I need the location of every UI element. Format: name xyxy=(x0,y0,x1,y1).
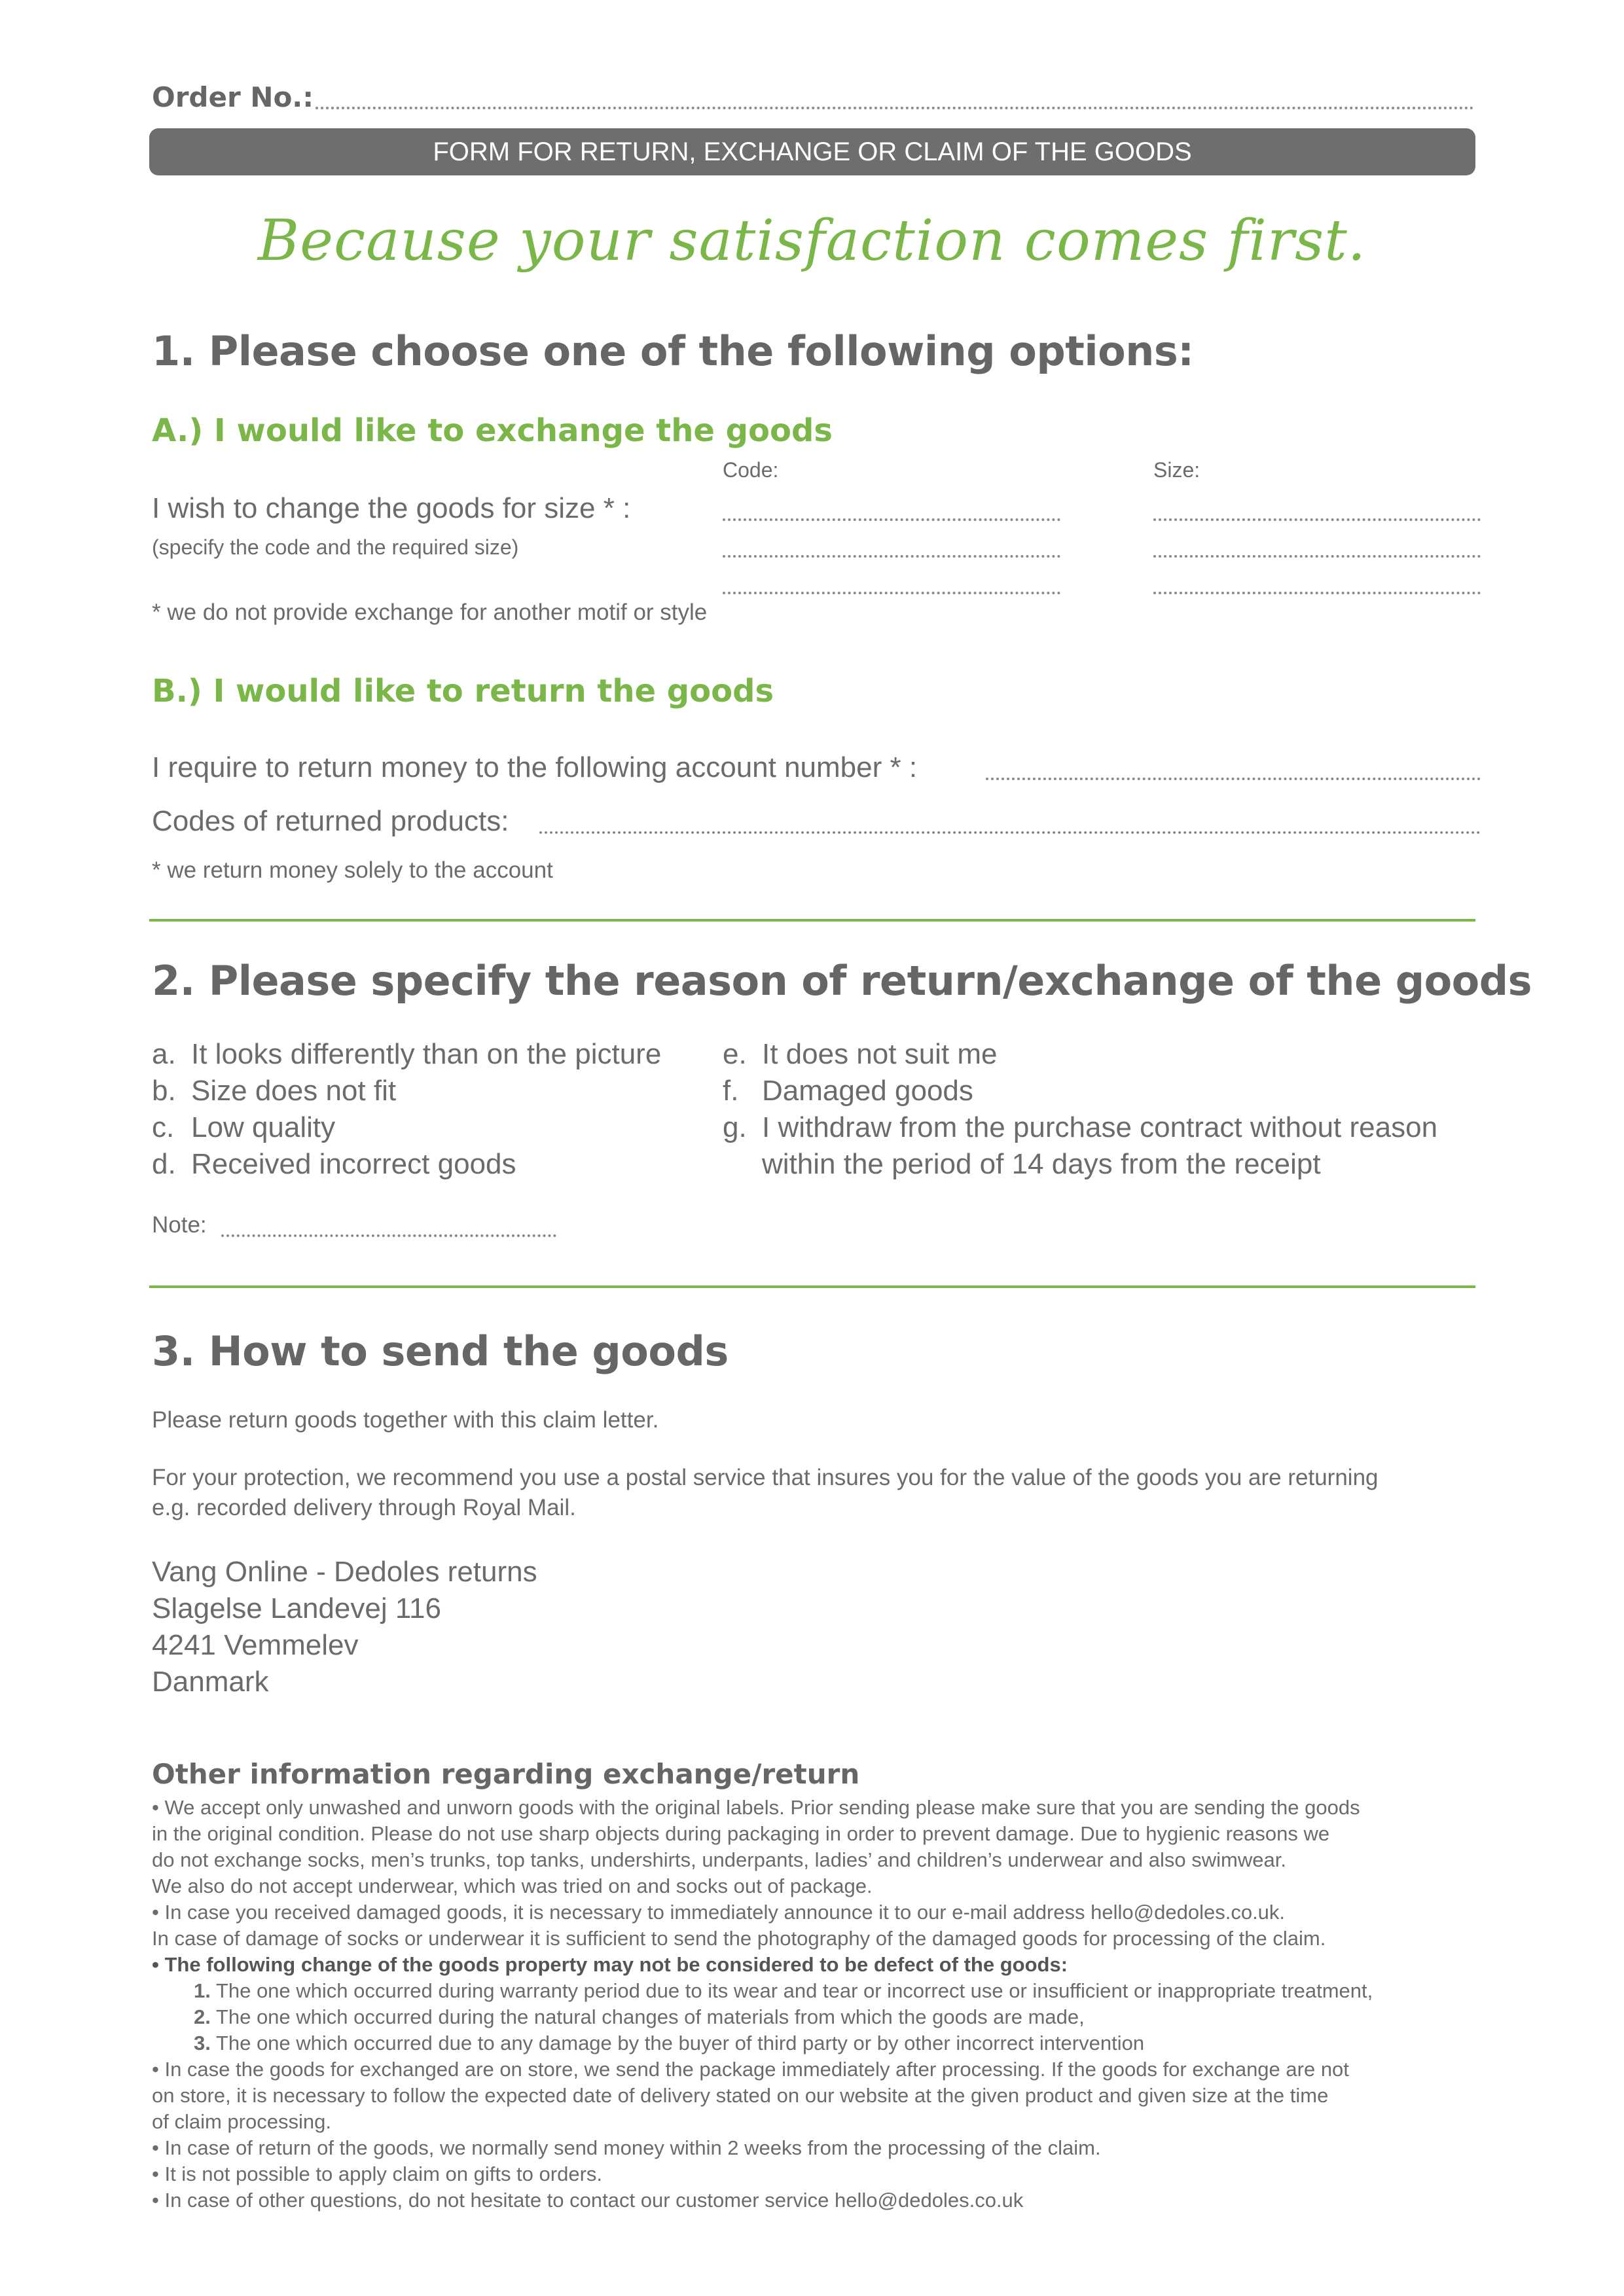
form-banner-title: FORM FOR RETURN, EXCHANGE OR CLAIM OF THE GOODS xyxy=(433,137,1192,166)
section-2-title: 2. Please specify the reason of return/exchange of the goods xyxy=(152,957,1532,1005)
info-text: The one which occurred during warranty period due to its wear and tear or incorrect use or insufficient or inappropriate treatment, xyxy=(210,1979,1373,2002)
info-line: • We accept only unwashed and unworn goods with the original labels. Prior sending please make sure that you are sending the goods xyxy=(152,1796,1360,1819)
other-info-title: Other information regarding exchange/return xyxy=(152,1758,860,1790)
reason-d[interactable] xyxy=(152,1148,516,1181)
reason-letter: f. xyxy=(723,1075,739,1107)
info-numbered-3 xyxy=(194,2032,1144,2055)
info-line: In case of damage of socks or underwear it is sufficient to send the photography of the damaged goods for processing of the claim. xyxy=(152,1927,1326,1950)
info-number: 3. xyxy=(194,2032,211,2054)
reason-letter: g. xyxy=(723,1111,747,1143)
reason-letter: c. xyxy=(152,1111,175,1143)
postal-recommendation-line-2: e.g. recorded delivery through Royal Mail. xyxy=(152,1495,576,1520)
reason-text: Received incorrect goods xyxy=(191,1148,516,1180)
info-line: on store, it is necessary to follow the expected date of delivery stated on our website at the given product and given size at the time xyxy=(152,2084,1329,2107)
code-field-1[interactable] xyxy=(723,518,1060,521)
reason-f[interactable] xyxy=(723,1075,973,1107)
info-numbered-2 xyxy=(194,2005,1085,2029)
order-number-field[interactable] xyxy=(316,107,1474,109)
returned-codes-label: Codes of returned products: xyxy=(152,805,509,837)
info-numbered-1 xyxy=(194,1979,1373,2003)
order-number-label: Order No.: xyxy=(152,81,314,113)
info-line: • In case of return of the goods, we normally send money within 2 weeks from the processing of the claim. xyxy=(152,2136,1101,2159)
reason-text: It looks differently than on the picture xyxy=(191,1038,662,1070)
account-number-label: I require to return money to the following account number * : xyxy=(152,751,918,783)
code-column-label: Code: xyxy=(723,458,779,482)
size-field-2[interactable] xyxy=(1153,555,1481,558)
info-line: in the original condition. Please do not use sharp objects during packaging in order to prevent damage. Due to hygienic reasons we xyxy=(152,1822,1330,1845)
postal-recommendation-line-1: For your protection, we recommend you use a postal service that insures you for the value of the goods you are returning xyxy=(152,1465,1379,1490)
reason-text: Size does not fit xyxy=(191,1075,397,1107)
info-line: • In case the goods for exchanged are on store, we send the package immediately after processing. If the goods for exchange are not xyxy=(152,2058,1349,2081)
size-field-1[interactable] xyxy=(1153,518,1481,521)
code-field-2[interactable] xyxy=(723,555,1060,558)
reason-text: Damaged goods xyxy=(762,1075,973,1107)
account-number-field[interactable] xyxy=(986,778,1481,780)
address-line: 4241 Vemmelev xyxy=(152,1629,359,1661)
reason-text: Low quality xyxy=(191,1111,336,1143)
info-bold-line: • The following change of the goods property may not be considered to be defect of the goods: xyxy=(152,1953,1068,1976)
info-text: The one which occurred during the natural changes of materials from which the goods are made, xyxy=(210,2005,1085,2028)
change-size-hint: (specify the code and the required size) xyxy=(152,535,519,559)
note-field[interactable] xyxy=(221,1234,556,1237)
reason-b[interactable] xyxy=(152,1075,396,1107)
reason-g-continuation: within the period of 14 days from the receipt xyxy=(762,1148,1321,1180)
code-field-3[interactable] xyxy=(723,592,1060,594)
info-line: of claim processing. xyxy=(152,2110,331,2133)
slogan: Because your satisfaction comes first. xyxy=(257,208,1367,274)
info-line: • It is not possible to apply claim on gifts to orders. xyxy=(152,2162,603,2185)
reason-text: I withdraw from the purchase contract without reason xyxy=(762,1111,1438,1143)
address-line: Danmark xyxy=(152,1666,269,1698)
reason-letter: a. xyxy=(152,1038,176,1070)
returned-codes-field[interactable] xyxy=(539,831,1481,834)
info-line: do not exchange socks, men’s trunks, top tanks, undershirts, underpants, ladies’ and children’s underwear and also swimwear. xyxy=(152,1848,1286,1871)
reason-e[interactable] xyxy=(723,1038,998,1071)
info-line: • In case you received damaged goods, it is necessary to immediately announce it to our e-mail address hello@dedoles.co.uk. xyxy=(152,1901,1286,1924)
reason-text: It does not suit me xyxy=(762,1038,998,1070)
info-line: • In case of other questions, do not hesitate to contact our customer service hello@dedoles.co.uk xyxy=(152,2189,1024,2212)
return-note: * we return money solely to the account xyxy=(152,857,553,883)
reason-letter: b. xyxy=(152,1075,176,1107)
note-label: Note: xyxy=(152,1212,207,1238)
option-a-title: A.) I would like to exchange the goods xyxy=(152,412,833,449)
reason-g[interactable] xyxy=(723,1111,1437,1144)
size-field-3[interactable] xyxy=(1153,592,1481,594)
send-instructions: Please return goods together with this claim letter. xyxy=(152,1407,659,1433)
section-1-title: 1. Please choose one of the following options: xyxy=(152,327,1194,375)
info-number: 1. xyxy=(194,1979,211,2002)
info-number: 2. xyxy=(194,2005,211,2028)
size-column-label: Size: xyxy=(1153,458,1200,482)
address-line: Slagelse Landevej 116 xyxy=(152,1592,441,1624)
reason-c[interactable] xyxy=(152,1111,335,1144)
section-3-title: 3. How to send the goods xyxy=(152,1327,729,1375)
section-divider-1 xyxy=(149,919,1475,922)
exchange-note: * we do not provide exchange for another motif or style xyxy=(152,600,708,625)
info-text: The one which occurred due to any damage by the buyer of third party or by other incorrect intervention xyxy=(210,2032,1145,2054)
address-line: Vang Online - Dedoles returns xyxy=(152,1556,537,1588)
change-size-label: I wish to change the goods for size * : xyxy=(152,492,631,524)
reason-letter: e. xyxy=(723,1038,747,1070)
return-address xyxy=(152,1554,537,1700)
reason-a[interactable] xyxy=(152,1038,661,1071)
info-line: We also do not accept underwear, which was tried on and socks out of package. xyxy=(152,1874,873,1897)
section-divider-2 xyxy=(149,1285,1475,1288)
form-banner xyxy=(149,128,1475,175)
option-b-title: B.) I would like to return the goods xyxy=(152,673,774,709)
reason-letter: d. xyxy=(152,1148,176,1180)
